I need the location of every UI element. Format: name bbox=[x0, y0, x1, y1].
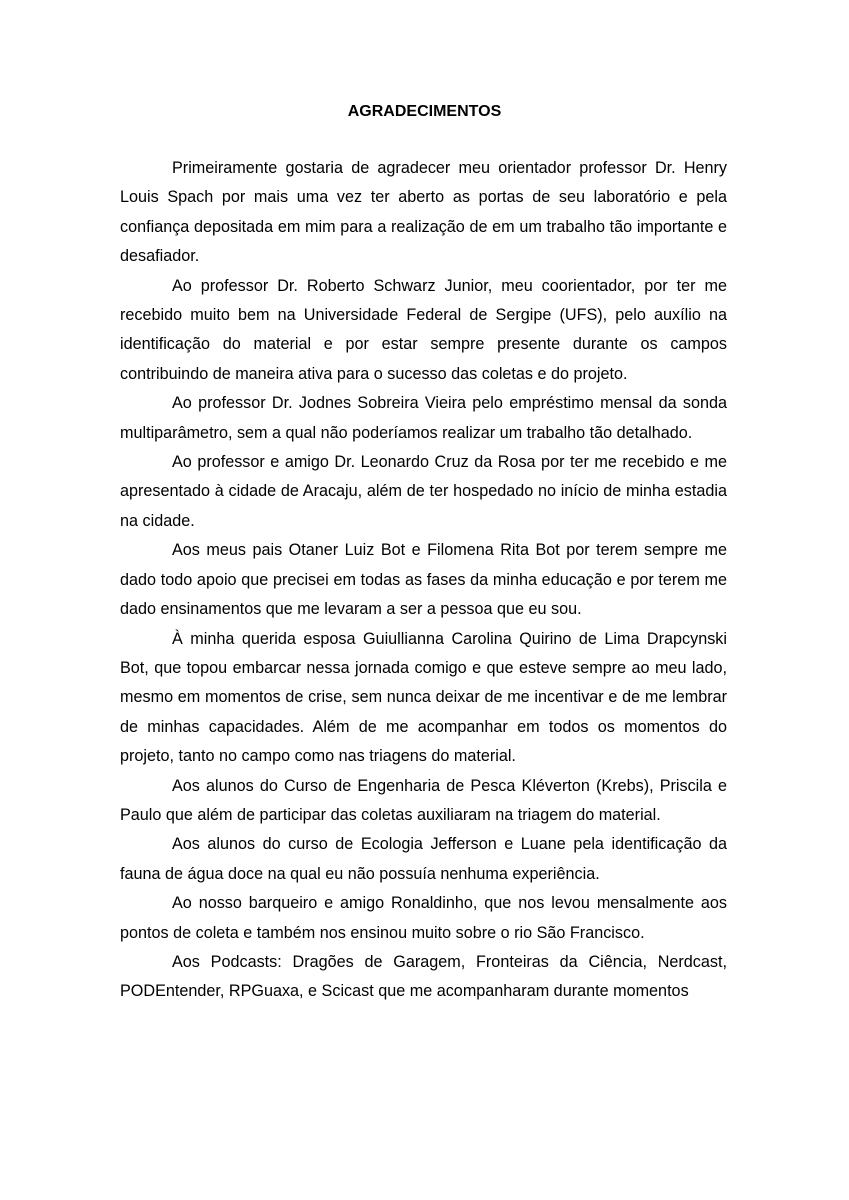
paragraph-friend: Ao professor e amigo Dr. Leonardo Cruz da Rosa por ter me recebido e me apresentado à cidade de Aracaju, além de ter hospedado no início de minha estadia na cidade. bbox=[120, 453, 727, 530]
paragraph-advisor: Primeiramente gostaria de agradecer meu orientador professor Dr. Henry Louis Spach por mais uma vez ter aberto as portas de seu laboratório e pela confiança depositada em mim para a realização de em um trabalho tão importante e desafiador. bbox=[120, 159, 727, 266]
page-heading: AGRADECIMENTOS bbox=[347, 103, 502, 120]
paragraph-wife: À minha querida esposa Guiullianna Carolina Quirino de Lima Drapcynski Bot, que topou embarcar nessa jornada comigo e que esteve sempre ao meu lado, mesmo em momentos de crise, sem nunca deixar de me incentivar e de me lembrar de minhas capacidades. Além de me acompanhar em todos os momentos do projeto, tanto no campo como nas triagens do material. bbox=[120, 629, 727, 766]
paragraph-podcasts: Aos Podcasts: Dragões de Garagem, Fronteiras da Ciência, Nerdcast, PODEntender, RPGuaxa, e Scicast que me acompanharam durante momentos bbox=[120, 952, 727, 1001]
paragraph-probe-loan: Ao professor Dr. Jodnes Sobreira Vieira pelo empréstimo mensal da sonda multiparâmetro, sem a qual não poderíamos realizar um trabalho tão detalhado. bbox=[120, 394, 727, 442]
paragraph-ecology-students: Aos alunos do curso de Ecologia Jefferson e Luane pela identificação da fauna de água doce na qual eu não possuía nenhuma experiência. bbox=[120, 835, 727, 883]
acknowledgements-body bbox=[120, 154, 727, 1007]
paragraph-coadvisor: Ao professor Dr. Roberto Schwarz Junior, meu coorientador, por ter me recebido muito bem na Universidade Federal de Sergipe (UFS), pelo auxílio na identificação do material e por estar sempre presente durante os campos contribuindo de maneira ativa para o sucesso das coletas e do projeto. bbox=[120, 276, 727, 383]
paragraph-boatman: Ao nosso barqueiro e amigo Ronaldinho, que nos levou mensalmente aos pontos de coleta e também nos ensinou muito sobre o rio São Francisco. bbox=[120, 894, 727, 942]
paragraph-fishing-students: Aos alunos do Curso de Engenharia de Pesca Kléverton (Krebs), Priscila e Paulo que além de participar das coletas auxiliaram na triagem do material. bbox=[120, 776, 727, 824]
paragraph-parents: Aos meus pais Otaner Luiz Bot e Filomena Rita Bot por terem sempre me dado todo apoio que precisei em todas as fases da minha educação e por terem me dado ensinamentos que me levaram a ser a pessoa que eu sou. bbox=[120, 541, 727, 619]
